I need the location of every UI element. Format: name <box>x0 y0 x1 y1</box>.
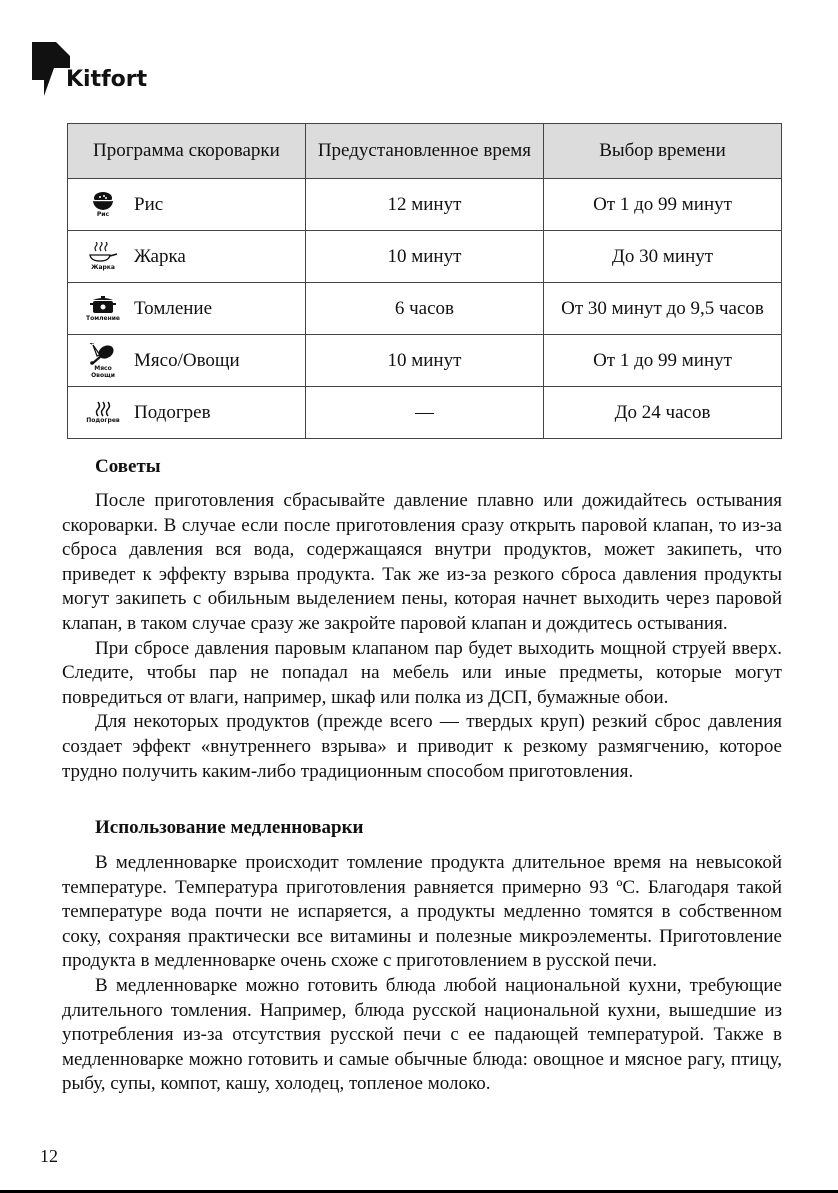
program-cell <box>68 387 306 439</box>
time-choice-cell: От 1 до 99 минут <box>543 335 781 387</box>
icon-caption: Подогрев <box>86 417 120 424</box>
table-row <box>68 231 782 283</box>
table-row <box>68 387 782 439</box>
time-choice-cell: От 30 минут до 9,5 часов <box>543 283 781 335</box>
program-cell <box>68 283 306 335</box>
slow-cooker-paragraph: В медленноварке можно готовить блюда любой национальной кухни, требующие длительного томления. Например, блюда русской национальной кухни, вышедшие из употребления из-за отсутствия русской печи с ее падающей температурой. Также в медленноварке можно готовить и самые обычные блюда: овощное и мясное рагу, птицу, рыбу, супы, компот, кашу, холодец, топленое молоко. <box>62 974 782 1095</box>
logo-text: Kitfort <box>66 67 148 92</box>
preset-time-cell: — <box>305 387 543 439</box>
program-name: Томление <box>134 297 213 319</box>
slow-cooker-heading: Использование медленноварки <box>95 817 364 838</box>
tips-heading: Советы <box>95 456 161 477</box>
program-name: Подогрев <box>134 401 211 423</box>
program-name: Жарка <box>134 245 186 267</box>
time-choice-cell: До 30 минут <box>543 231 781 283</box>
header-preset-time: Предустановленное время <box>305 124 543 179</box>
program-name: Мясо/Овощи <box>134 349 240 371</box>
tips-section <box>62 455 782 784</box>
table-row <box>68 283 782 335</box>
icon-caption: Жарка <box>91 264 115 271</box>
slow-cooker-paragraph: В медленноварке происходит томление продукта длительное время на невысокой температуре. Температура приготовления равняется примерно 93 ºC. Благодаря такой температуре вода почти не испаряется, а продукты медленно томятся в собственном соку, сохраняя практически все витамины и полезные микроэлементы. Приготовление продукта в медленноварке очень схоже с приготовлением в русской печи. <box>62 852 782 972</box>
header-time-choice: Выбор времени <box>543 124 781 179</box>
time-choice-cell: От 1 до 99 минут <box>543 179 781 231</box>
kitfort-logo <box>30 40 170 100</box>
page-number: 12 <box>40 1146 58 1166</box>
program-name: Рис <box>134 193 164 215</box>
preset-time-cell: 6 часов <box>305 283 543 335</box>
drumstick-carrot-icon <box>76 339 130 383</box>
icon-caption: Рис <box>96 211 110 218</box>
tips-paragraph: Для некоторых продуктов (прежде всего — твердых круп) резкий сброс давления создает эффект «внутреннего взрыва» и приводит к резкому размягчению, которое трудно получить каким-либо традиционным способом приготовления. <box>62 711 782 782</box>
time-choice-cell: До 24 часов <box>543 387 781 439</box>
icon-caption: Томление <box>85 315 120 322</box>
preset-time-cell: 10 минут <box>305 231 543 283</box>
pot-icon <box>76 287 130 331</box>
heat-waves-icon <box>76 391 130 435</box>
frying-pan-icon <box>76 235 130 279</box>
tips-paragraph: При сбросе давления паровым клапаном пар будет выходить мощной струей вверх. Следите, чтобы пар не попадал на мебель или иные предметы, которые могут повредиться от влаги, например, шкаф или полка из ДСП, бумажные обои. <box>62 637 782 708</box>
preset-time-cell: 10 минут <box>305 335 543 387</box>
program-cell <box>68 179 306 231</box>
preset-time-cell: 12 минут <box>305 179 543 231</box>
program-cell <box>68 231 306 283</box>
header-program: Программа скороварки <box>68 124 306 179</box>
programs-table <box>67 123 782 439</box>
slow-cooker-section <box>62 816 782 1097</box>
table-row <box>68 179 782 231</box>
table-row <box>68 335 782 387</box>
tips-paragraph: После приготовления сбрасывайте давление плавно или дожидайтесь остывания скороварки. В случае если после приготовления сразу открыть паровой клапан, то из-за сброса давления вся вода, содержащаяся внутри продуктов, может закипеть, что приведет к эффекту взрыва продукта. Так же из-за резкого сброса давления продукты могут закипеть с обильным выделением пены, которая начнет выходить через паровой клапан, в таком случае сразу же закройте паровой клапан и дождитесь остывания. <box>62 490 782 634</box>
rice-bowl-icon <box>76 183 130 227</box>
icon-caption: Мясо Овощи <box>91 364 115 379</box>
table-header-row <box>68 124 782 179</box>
program-cell <box>68 335 306 387</box>
